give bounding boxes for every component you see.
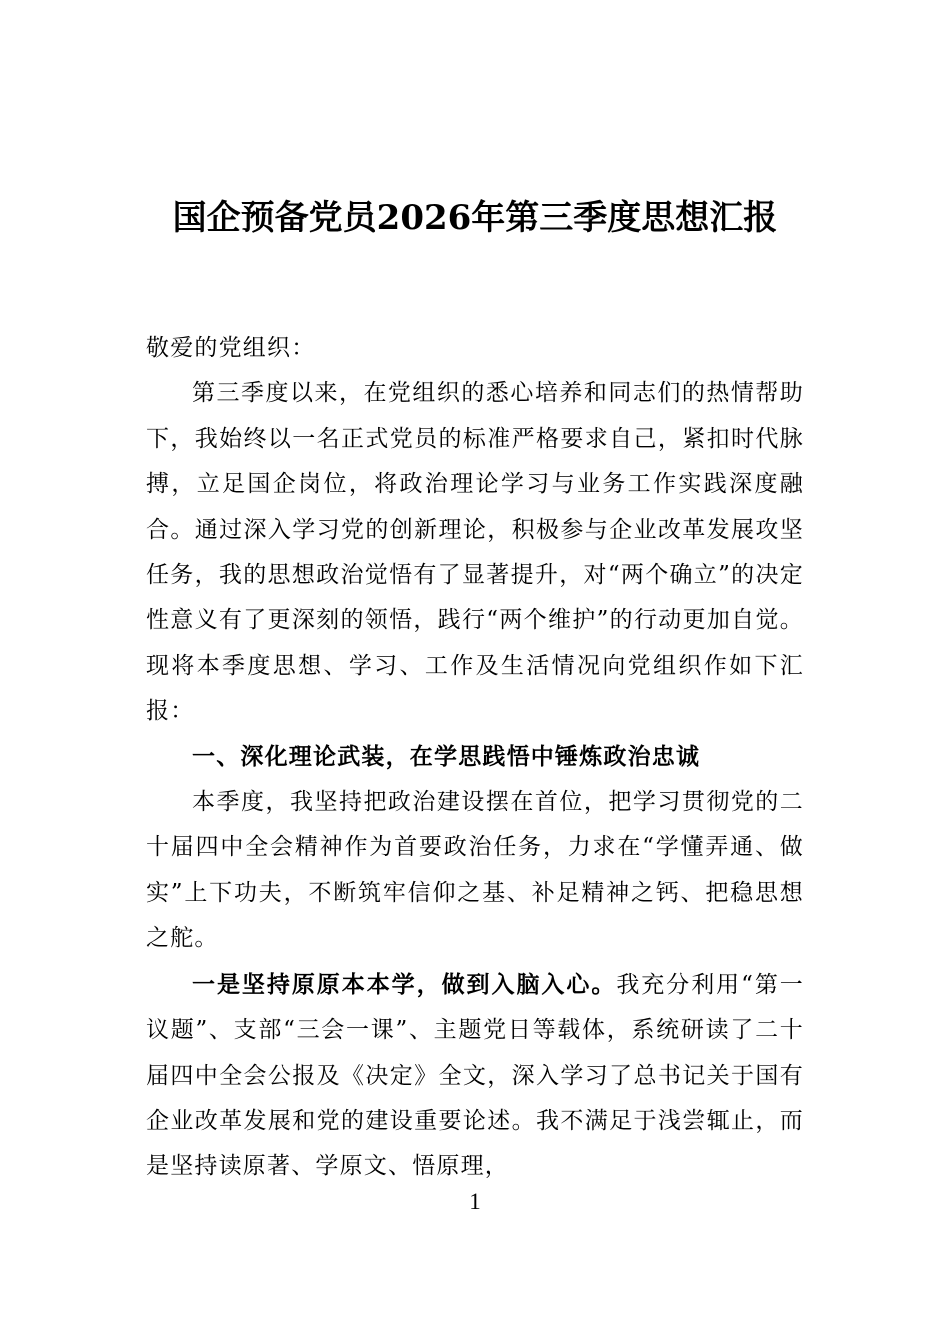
point-1-text: 我充分利用“第一议题”、支部“三会一课”、主题党日等载体，系统研读了二十届四中全会公报及《决定》全文，深入学习了总书记关于国有企业改革发展和党的建设重要论述。我不满足于浅尝辄止，而是坚持读原著、学原文、悟原理， bbox=[146, 971, 805, 1180]
section-1-paragraph: 本季度，我坚持把政治建设摆在首位，把学习贯彻党的二十届四中全会精神作为首要政治任务，力求在“学懂弄通、做实”上下功夫，不断筑牢信仰之基、补足精神之钙、把稳思想之舵。 bbox=[146, 789, 804, 952]
point-1-lead: 一是坚持原原本本学，做到入脑入心。 bbox=[192, 970, 617, 998]
point-1-paragraph bbox=[146, 962, 804, 1190]
salutation: 敬爱的党组织： bbox=[146, 335, 316, 361]
document-body bbox=[146, 326, 804, 1190]
document-title: 国企预备党员2026年第三季度思想汇报 bbox=[172, 198, 778, 238]
section-heading-1: 一、深化理论武装，在学思践悟中锤炼政治忠诚 bbox=[192, 743, 701, 770]
page-number: 1 bbox=[469, 1189, 481, 1214]
intro-paragraph: 第三季度以来，在党组织的悉心培养和同志们的热情帮助下，我始终以一名正式党员的标准严格要求自己，紧扣时代脉搏，立足国企岗位，将政治理论学习与业务工作实践深度融合。通过深入学习党的创新理论，积极参与企业改革发展攻坚任务，我的思想政治觉悟有了显著提升，对“两个确立”的决定性意义有了更深刻的领悟，践行“两个维护”的行动更加自觉。现将本季度思想、学习、工作及生活情况向党组织作如下汇报： bbox=[146, 380, 804, 725]
